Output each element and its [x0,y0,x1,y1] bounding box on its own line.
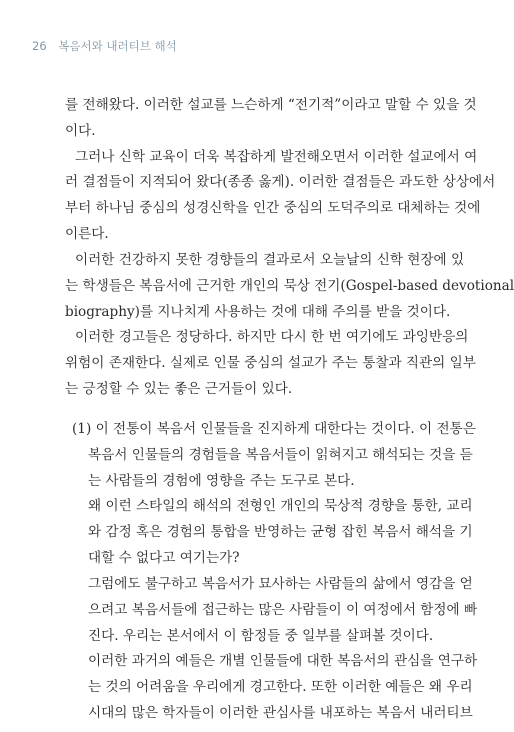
text-line: 는 것의 어려움을 우리에게 경고한다. 또한 이러한 예들은 왜 우리 [88,679,473,695]
text-line: 이다. [65,123,96,139]
text-line: 를 전해왔다. 이러한 설교를 느슨하게 “전기적”이라고 말할 수 있을 것 [65,97,477,113]
text-line: biography)를 지나치게 사용하는 것에 대해 주의를 받을 것이다. [65,304,451,320]
text-line: 시대의 많은 학자들이 이러한 관심사를 내포하는 복음서 내러티브 [88,705,473,721]
text-line: 으려고 복음서들에 접근하는 많은 사람들이 이 여정에서 함정에 빠 [88,602,478,618]
text-line: 이러한 건강하지 못한 경향들의 결과로서 오늘날의 신학 현장에 있 [75,252,465,268]
text-line: 와 감정 혹은 경험의 통합을 반영하는 균형 잡힌 복음서 해석을 기 [88,524,473,540]
text-line: 러 결점들이 지적되어 왔다(종종 옳게). 이러한 결점들은 과도한 상상에서 [65,174,496,190]
text-line: 부터 하나님 중심의 성경신학을 인간 중심의 도덕주의로 대체하는 것에 [65,200,481,216]
text-line: 복음서 인물들의 경험들을 복음서들이 읽혀지고 해석되는 것을 듣 [88,447,473,463]
text-line: 위험이 존재한다. 실제로 인물 중심의 설교가 주는 통찰과 직관의 일부 [65,355,476,371]
text-line: 왜 이런 스타일의 해석의 전형인 개인의 묵상적 경향을 통한, 교리 [88,498,473,514]
text-line: 진다. 우리는 본서에서 이 함정들 중 일부를 살펴볼 것이다. [88,628,434,644]
text-line: (1) 이 전통이 복음서 인물들을 진지하게 대한다는 것이다. 이 전통은 [72,421,476,437]
running-head [32,36,177,56]
text-line: 그럼에도 불구하고 복음서가 묘사하는 사람들의 삶에서 영감을 얻 [88,576,473,592]
text-line: 그러나 신학 교육이 더욱 복잡하게 발전해오면서 이러한 설교에서 여 [75,149,478,165]
text-line: 는 긍정할 수 있는 좋은 근거들이 있다. [65,381,293,397]
text-line: 이른다. [65,226,109,242]
page-number: 26 [32,39,47,53]
text-line: 대할 수 없다고 여기는가? [88,550,240,566]
text-line: 는 사람들의 경험에 영향을 주는 도구로 본다. [88,473,355,489]
text-line: 이러한 경고들은 정당하다. 하지만 다시 한 번 여기에도 과잉반응의 [75,329,469,345]
text-line: 는 학생들은 복음서에 근거한 개인의 묵상 전기(Gospel-based devotional [65,278,514,294]
text-line: 이러한 과거의 예들은 개별 인물들에 대한 복음서의 관심을 연구하 [88,653,478,669]
running-title: 복음서와 내러티브 해석 [58,39,177,53]
